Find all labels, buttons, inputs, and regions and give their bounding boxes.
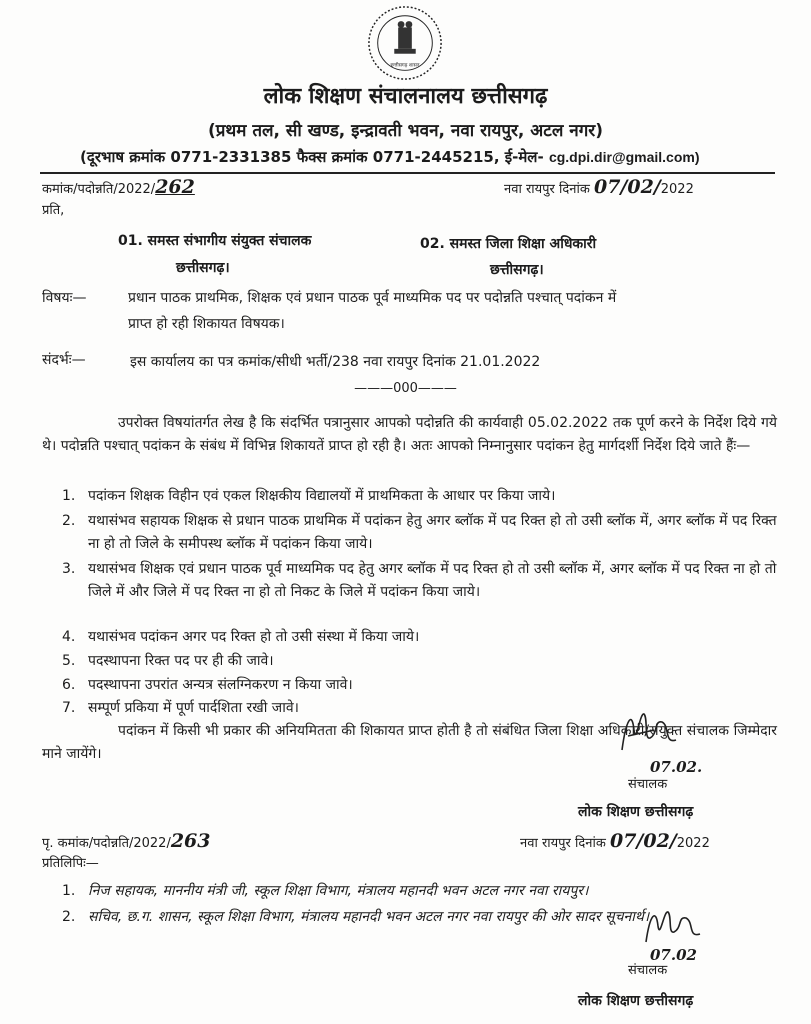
endorsement-ref [42,830,211,852]
instruction-text: पदस्थापना रिक्त पद पर ही की जावे। [88,653,274,669]
addressee-2-line2: छत्तीसगढ़। [490,262,544,278]
signature-2 [640,900,710,950]
endorsement-date [520,830,710,852]
instruction-text: पदांकन शिक्षक विहीन एवं एकल शिक्षकीय विद्यालयों में प्राथमिकता के आधार पर किया जाये। [88,488,556,504]
contact-numbers: (दूरभाष क्रमांक 0771-2331385 फैक्स क्रमांक 0771-2445215, ई-मेल- [80,148,544,166]
instruction-item [42,650,782,673]
copy-text: निज सहायक, माननीय मंत्री जी, स्कूल शिक्षा विभाग, मंत्रालय महानदी भवन अटल नगर नवा रायपुर। [88,883,589,899]
letter-ref-prefix: कमांक/पदोन्नति/2022/ [42,182,156,197]
copy-number: 2. [62,909,76,925]
endorsement-ref-prefix: पृ. कमांक/पदोन्नति/2022/ [42,836,171,851]
endorsement-date-year: 2022 [676,836,710,851]
letter-date [504,176,694,198]
office-title: लोक शिक्षण संचालनालय छत्तीसगढ़ [263,84,548,109]
reference-text: इस कार्यालय का पत्र कमांक/सीधी भर्ती/238 नवा रायपुर दिनांक 21.01.2022 [130,354,541,370]
reference-label: संदर्भः— [42,352,86,368]
addressee-2-line1: 02. समस्त जिला शिक्षा अधिकारी [420,236,597,252]
body-paragraph-1: उपरोक्त विषयांतर्गत लेख है कि संदर्भित पत्रानुसार आपको पदोन्नति की कार्यवाही 05.02.2022 तक पूर्ण करने के निर्देश दिये गये थे। पदोन्नति पश्चात् पदांकन के संबंध में विभिन्न शिकायतें प्राप्त हो रही है। अतः आपको निम्नानुसार पदांकन हेतु मार्गदर्शी निर्देश दिये जाते हैंः— [42,415,777,454]
instruction-item [42,510,782,556]
copy-text: सचिव, छ.ग. शासन, स्कूल शिक्षा विभाग, मंत्रालय महानदी भवन अटल नगर नवा रायपुर की ओर सादर सूचनार्थ। [88,909,650,925]
body-paragraph-2: पदांकन में किसी भी प्रकार की अनियमितता की शिकायत प्राप्त होती है तो संबंधित जिला शिक्षा अधिकारी/संयुक्त संचालक जिम्मेदार माने जायेंगे। [42,723,777,762]
instruction-item [42,626,782,649]
instruction-text: पदस्थापना उपरांत अन्यत्र संलग्निकरण न किया जावे। [88,677,353,693]
divider: ———000——— [354,381,457,396]
copy-number: 1. [62,883,76,899]
letter-date-prefix: नवा रायपुर दिनांक [504,182,590,197]
instruction-text: यथासंभव शिक्षक एवं प्रधान पाठक पूर्व माध्यमिक पद हेतु अगर ब्लॉक में पद रिक्त हो तो उसी ब्लॉक में, अगर ब्लॉक में पद रिक्त ना हो तो जिले में और जिले में पद रिक्त ना हो तो निकट के जिले में पदांकन किया जाये। [88,561,777,600]
endorsement-date-prefix: नवा रायपुर दिनांक [520,836,606,851]
instruction-text: सम्पूर्ण प्रकिया में पूर्ण पार्दशिता रखी जावे। [88,700,299,716]
office-1: लोक शिक्षण छत्तीसगढ़ [578,804,694,820]
office-address: (प्रथम तल, सी खण्ड, इन्द्रावती भवन, नवा रायपुर, अटल नगर) [207,121,604,141]
designation-2: संचालक [628,963,668,978]
addressee-1-line1: 01. समस्त संभागीय संयुक्त संचालक [118,233,312,249]
instruction-item [42,485,782,508]
letter-ref-number: 262 [155,176,195,198]
instruction-number: 4. [62,629,76,645]
email-address: cg.dpi.dir@gmail.com) [548,149,700,165]
instruction-number: 3. [62,561,76,577]
copy-label: प्रतिलिपिः— [42,856,99,871]
letter-ref [42,176,195,198]
subject-line1: प्रधान पाठक प्राथमिक, शिक्षक एवं प्रधान पाठक पूर्व माध्यमिक पद पर पदोन्नति पश्चात् पदांकन में [128,290,617,306]
office-2: लोक शिक्षण छत्तीसगढ़ [578,993,694,1009]
signature-1 [614,700,694,760]
instruction-item [42,558,782,604]
endorsement-date-hand: 07/02/ [609,830,677,852]
government-seal [366,4,444,82]
addressee-1-line2: छत्तीसगढ़। [176,260,230,276]
instruction-number: 6. [62,677,76,693]
letter-date-year: 2022 [660,182,694,197]
endorsement-ref-number: 263 [170,830,211,852]
prati-label: प्रति, [42,203,65,218]
instruction-number: 7. [62,700,76,716]
instruction-number: 5. [62,653,76,669]
instruction-item [42,674,782,697]
letter-date-hand: 07/02/ [593,176,661,198]
instruction-text: यथासंभव पदांकन अगर पद रिक्त हो तो उसी संस्था में किया जाये। [88,629,420,645]
subject-label: विषयः— [42,290,87,306]
header-rule [40,172,775,174]
designation-1: संचालक [628,777,668,792]
instruction-number: 2. [62,513,76,529]
contact-line [80,147,700,167]
subject-line2: प्राप्त हो रही शिकायत विषयक। [128,316,285,332]
instruction-number: 1. [62,488,76,504]
instruction-text: यथासंभव सहायक शिक्षक से प्रधान पाठक प्राथमिक में पदांकन हेतु अगर ब्लॉक में पद रिक्त हो तो उसी ब्लॉक में, अगर ब्लॉक में पद रिक्त ना हो तो जिले के समीपस्थ ब्लॉक में पदांकन किया जाये। [88,513,777,552]
svg-text:छत्तीसगढ़ शासन: छत्तीसगढ़ शासन [390,62,420,69]
sign-date-1: 07.02. [650,758,703,776]
sign-date-2: 07.02 [650,946,697,964]
